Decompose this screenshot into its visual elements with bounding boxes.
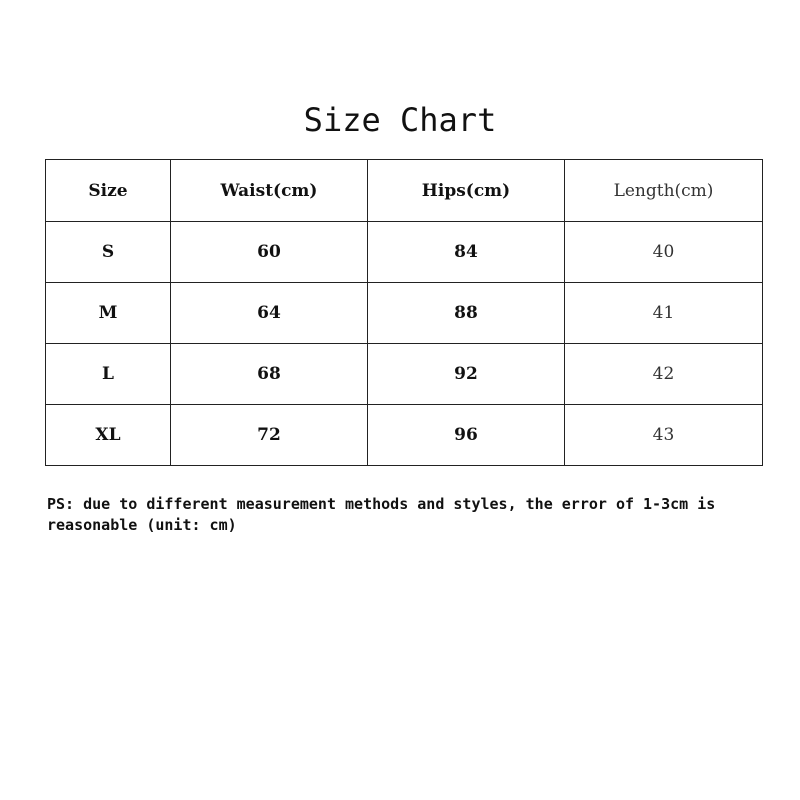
header-size: Size (46, 160, 171, 222)
cell-hips: 96 (368, 405, 565, 466)
cell-size: S (46, 222, 171, 283)
cell-size: XL (46, 405, 171, 466)
cell-waist: 64 (171, 283, 368, 344)
size-table (45, 159, 763, 466)
header-waist: Waist(cm) (171, 160, 368, 222)
cell-size: L (46, 344, 171, 405)
table-row (46, 222, 763, 283)
cell-length: 41 (565, 283, 763, 344)
measurement-note: PS: due to different measurement methods and styles, the error of 1-3cm is reasonable (unit: cm) (47, 495, 716, 534)
header-hips: Hips(cm) (368, 160, 565, 222)
cell-size: M (46, 283, 171, 344)
cell-hips: 92 (368, 344, 565, 405)
table-row (46, 344, 763, 405)
cell-length: 40 (565, 222, 763, 283)
cell-hips: 88 (368, 283, 565, 344)
table-row (46, 283, 763, 344)
cell-length: 42 (565, 344, 763, 405)
cell-waist: 68 (171, 344, 368, 405)
cell-hips: 84 (368, 222, 565, 283)
cell-length: 43 (565, 405, 763, 466)
cell-waist: 72 (171, 405, 368, 466)
cell-waist: 60 (171, 222, 368, 283)
table-header-row (46, 160, 763, 222)
header-length: Length(cm) (565, 160, 763, 222)
page-title: Size Chart (303, 101, 497, 139)
table-row (46, 405, 763, 466)
